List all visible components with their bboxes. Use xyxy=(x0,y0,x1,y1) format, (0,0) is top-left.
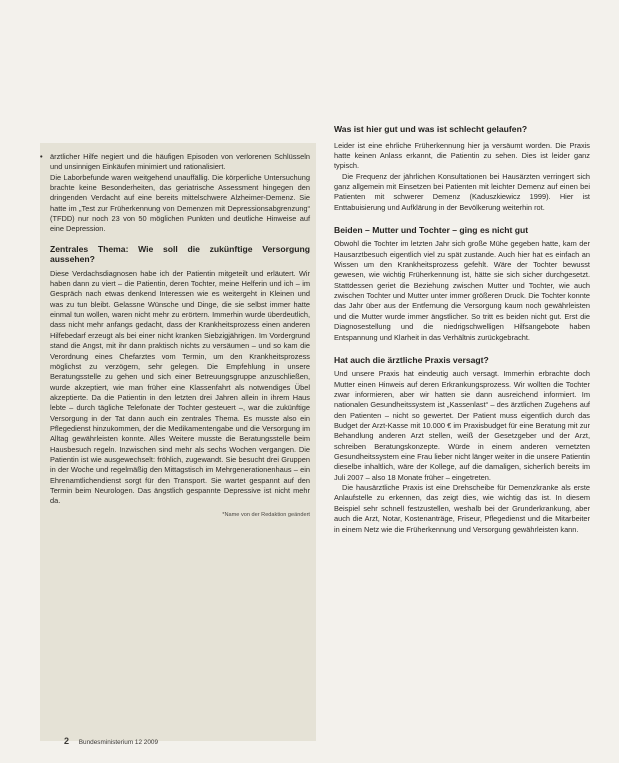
bullet-icon: • xyxy=(40,152,43,161)
heading-central-topic: Zentrales Thema: Wie soll die zukünftige Versorgung aussehen? xyxy=(50,243,310,265)
heading-practice-failed: Hat auch die ärztliche Praxis versagt? xyxy=(334,354,489,365)
footnote: *Name von der Redaktion geändert xyxy=(222,511,310,518)
paragraph-care: Diese Verdachsdiagnosen habe ich der Patientin mitgeteilt und erläutert. Wir haben dann zu viert – die Patientin, deren Tochter, meine Helferin und ich – im Gespräch nach etwas denkend Interessen wie es weitergeht in Kleinen und was zu tun bleibt. Gelassne Wünsche und Dinge, die sie selbst immer hatte einmal tun wollen, waren nicht mehr zu erörtern. Immerhin wurde überdeutlich, dass nicht mehr anfangs gedacht, dass der Krankheitsprozess einen anderen Hilfebedarf erzeugt als bei einer nicht kranken Siebzigjährigen. Im Vordergrund stand die Angst, mit ihr dann praktisch nichts zu versäumen – und so kam die Verordnung eines Chefarztes vom Termin, um den Krankheitsprozess möglichst zu verzögern, sehr gelegen. Die Empfehlung in unsere Beratungsstelle zu gehen und sich einer Betreuungsgruppe anzuschließen, wurde akzeptiert, wie man früher eine Klassenfahrt als notwendiges Übel akzeptierte. Da die Patientin in den letzten drei Jahren allein in ihrem Haus lebte – durch tägliche Telefonate der Tochter gesteuert –, war die zukünftige Versorgung in der Tat dann auch ein zentrales Thema. Es musste also ein Pflegedienst hinzukommen, der die Medikamentengabe und die Versorgung im Alltag gewährleisten konnte. Alles Weitere musste die Beratungsstelle beim Hausbesuch regeln. Inzwischen sind mehr als sechs Wochen vergangen. Die Patientin ist wie ausgewechselt: fröhlich, zugewandt. Sie besucht drei Gruppen in der Woche und regelmäßig den Mittagstisch im Mehrgenerationenhaus – ein Ehrenamtlichendienst sorgt für den Transport. Sie wartet gespannt auf den Termin beim Neurologen. Das ängstlich gespannte Depressive ist nicht mehr da. xyxy=(50,268,310,506)
journal-name: Bundesministerium 12 2009 xyxy=(78,739,159,746)
page-footer xyxy=(64,736,158,746)
paragraph-practice: Und unsere Praxis hat eindeutig auch versagt. Immerhin erbrachte doch Mutter einen Hinweis auf deren Erkrankungsprozess. Wir wollten die Tochter zwar informieren, aber wir hatten sie dann ausreichend informiert. Im nationalen Gesundheitssystem ist „Kassenlast“ – des ärztlichen Zugehens auf den Patienten – nicht so gewertet. Der Patient muss eigentlich durch das Budget der Arzt-Kasse mit 10.000 € im Praxisbudget für eine Beratung mit zur Behandlung anderen Arzt stellen, weiß der Gesetzgeber und der Arzt, schreiben Beratungskonzepte. Würde in einem anderen vernetzten Gesundheitssystem eine Frau lieber nicht länger weiter in die unsere Patientin dieselbe inhaltlich, wäre der Kollege, auf die damaligen, sicherlich bereits im Juli 2007 – also 18 Monate früher – eingetreten. xyxy=(334,369,590,482)
heading-what-went-well: Was ist hier gut und was ist schlecht gelaufen? xyxy=(334,124,528,134)
paragraph-hub: Die hausärztliche Praxis ist eine Drehscheibe für Demenzkranke als erste Anlaufstelle zu erkennen, das zeigt dies, wie wichtig das ist. In diesem Beispiel sehr schnell festzustellen, weshalb bei der Grunderkrankung, aber auch die Arzt, Notar, Kostenanträge, Friseur, Pflegedienst und die Mitarbeiter in einem Netz wie die Früherkennung und Versorgung gewährleisten kann. xyxy=(334,483,590,534)
paragraph-relationship: Obwohl die Tochter im letzten Jahr sich große Mühe gegeben hatte, kam der Hausarztbesuch eigentlich viel zu spät zustande. Auch hier hat es einfach an Wissen um den Krankheitsprozess gefehlt. Wäre der Tochter bewusst gewesen, wie wichtig Früherkennung ist, hätte sie sich sicher durchgesetzt. Stattdessen geriet die Beziehung zwischen Mutter und Tochter, wie auch zwischen Tochter und Mutter unter immer größeren Druck. Die Tochter konnte das Jahr über aus der Entfernung die Versorgung kaum noch gewährleisten und die Mutter wurde immer ängstlicher. So tritt es beiden nicht gut. Erst die Diagnosestellung und die niedrigschwelligen Hilfsangebote haben Entspannung und Klarheit in das Verhältnis zurückgebracht. xyxy=(334,239,590,342)
paragraph-early-detection: Leider ist eine ehrliche Früherkennung hier ja versäumt worden. Die Praxis hatte keinen Anlass erkannt, die Patientin zu sehen. Dies ist leider ganz typisch. xyxy=(334,140,590,171)
bullet-text: ärztlicher Hilfe negiert und die häufigen Episoden von verlorenen Schlüsseln und unsinnigen Einkäufen minimiert und rationalisiert. xyxy=(50,152,310,172)
paragraph-frequency: Die Frequenz der jährlichen Konsultationen bei Hausärzten verringert sich ganz allgemein mit Einsetzen bei Patienten mit leichter Demenz auf einen bei Patienten mit schwerer Demenz (Kaduszkiewicz 1999). Hier ist Enttabuisierung und Aufklärung in der Bevölkerung weiterhin rot. xyxy=(334,171,590,212)
bullet-item xyxy=(40,152,310,173)
paragraph-findings: Die Laborbefunde waren weitgehend unauffällig. Die körperliche Untersuchung brachte keine Besonderheiten, das geriatrische Assessment hingegen den dringenden Verdacht auf eine bereits mittelschwere Alzheimer-Demenz. Sie hatte im „Test zur Früherkennung von Demenzen mit Depressionsabgrenzung“ (TFDD) nur noch 23 von 50 möglichen Punkten und deutliche Hinweise auf eine Depression. xyxy=(50,172,310,234)
heading-mother-daughter: Beiden – Mutter und Tochter – ging es nicht gut xyxy=(334,224,529,235)
right-column xyxy=(334,124,590,535)
left-column xyxy=(40,152,310,519)
page-number: 2 xyxy=(64,736,70,746)
